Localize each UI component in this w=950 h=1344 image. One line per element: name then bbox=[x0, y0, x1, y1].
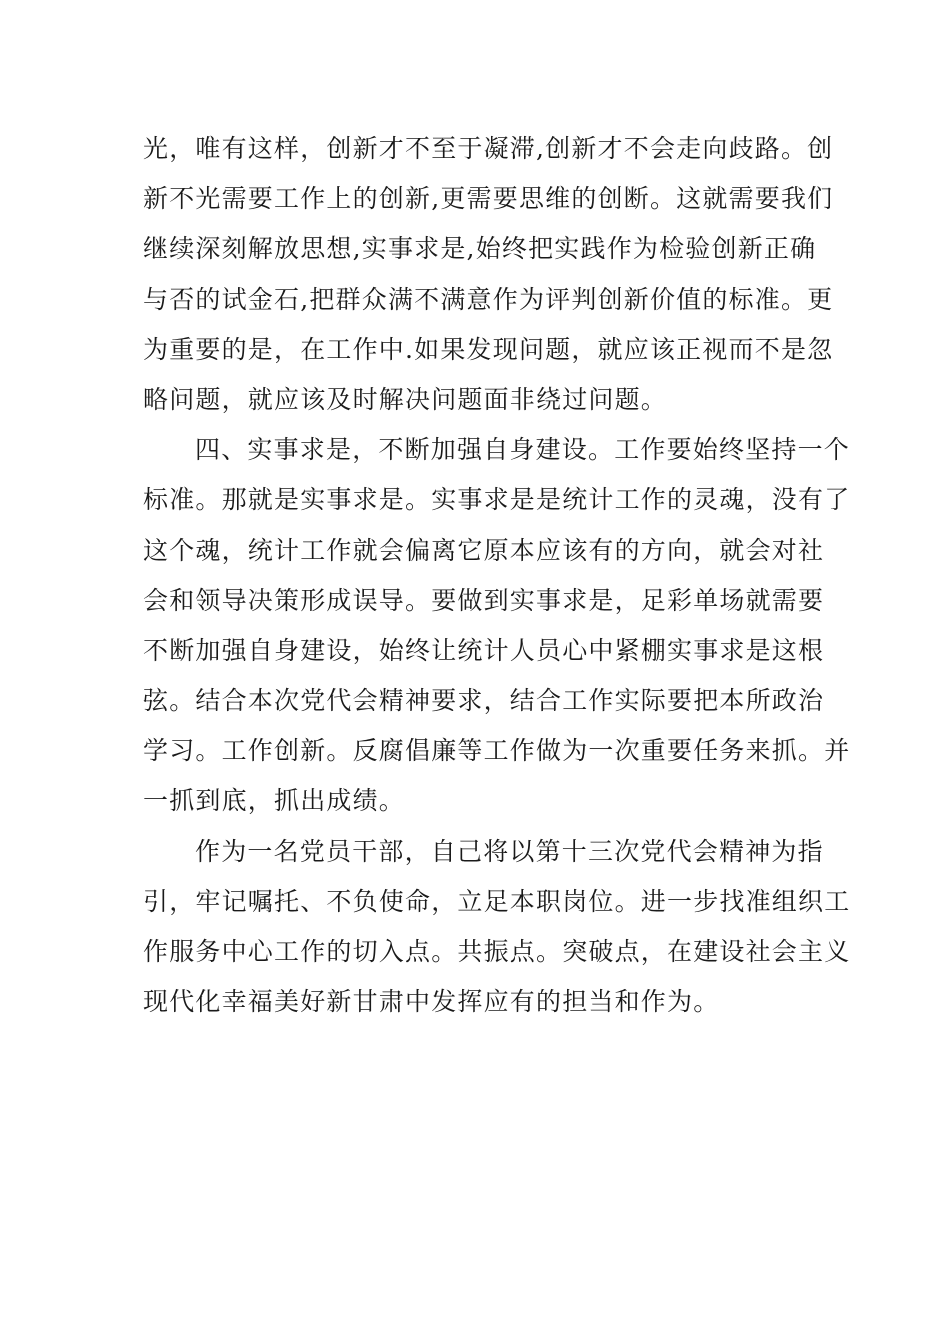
text-line: 作为一名党员干部，自己将以第十三次党代会精神为指 bbox=[195, 836, 824, 866]
text-line: 不断加强自身建设，始终让统计人员心中紧棚实事求是这根 bbox=[143, 635, 825, 665]
text-line: 作服务中心工作的切入点。共振点。突破点，在建设社会主义 bbox=[143, 937, 851, 966]
text-line: 光，唯有这样，创新才不至于凝滞,创新才不会走向歧路。创 bbox=[143, 134, 834, 163]
text-line: 新不光需要工作上的创新,更需要思维的创断。这就需要我们 bbox=[143, 184, 834, 214]
text-line: 学习。工作创新。反腐倡廉等工作做为一次重要任务来抓。并 bbox=[143, 736, 851, 766]
text-line: 现代化幸福美好新甘肃中发挥应有的担当和作为。 bbox=[143, 987, 720, 1017]
text-line: 这个魂，统计工作就会偏离它原本应该有的方向，就会对社 bbox=[143, 535, 825, 565]
paragraph-continuation bbox=[143, 124, 834, 425]
text-line: 继续深刻解放思想,实事求是,始终把实践作为检验创新正确 bbox=[143, 234, 817, 264]
text-line: 引，牢记嘱托、不负使命，立足本职岗位。进一步找准组织工 bbox=[143, 886, 851, 916]
text-line: 四、实事求是，不断加强自身建设。工作要始终坚持一个 bbox=[195, 435, 851, 465]
document-body bbox=[143, 124, 851, 1027]
text-line: 与否的试金石,把群众满不满意作为评判创新价值的标准。更 bbox=[143, 284, 834, 314]
text-line: 会和领导决策形成误导。要做到实事求是，足彩单场就需要 bbox=[143, 585, 825, 615]
text-line: 一抓到底，抓出成绩。 bbox=[143, 786, 406, 816]
text-line: 标准。那就是实事求是。实事求是是统计工作的灵魂，没有了 bbox=[143, 485, 851, 515]
text-line: 弦。结合本次党代会精神要求，结合工作实际要把本所政治 bbox=[143, 686, 825, 716]
text-line: 略问题，就应该及时解决问题面非绕过问题。 bbox=[143, 384, 668, 414]
paragraph-conclusion bbox=[143, 827, 851, 1028]
paragraph-section-four bbox=[143, 425, 851, 827]
text-line: 为重要的是，在工作中.如果发现问题，就应该正视而不是忽 bbox=[143, 334, 834, 364]
